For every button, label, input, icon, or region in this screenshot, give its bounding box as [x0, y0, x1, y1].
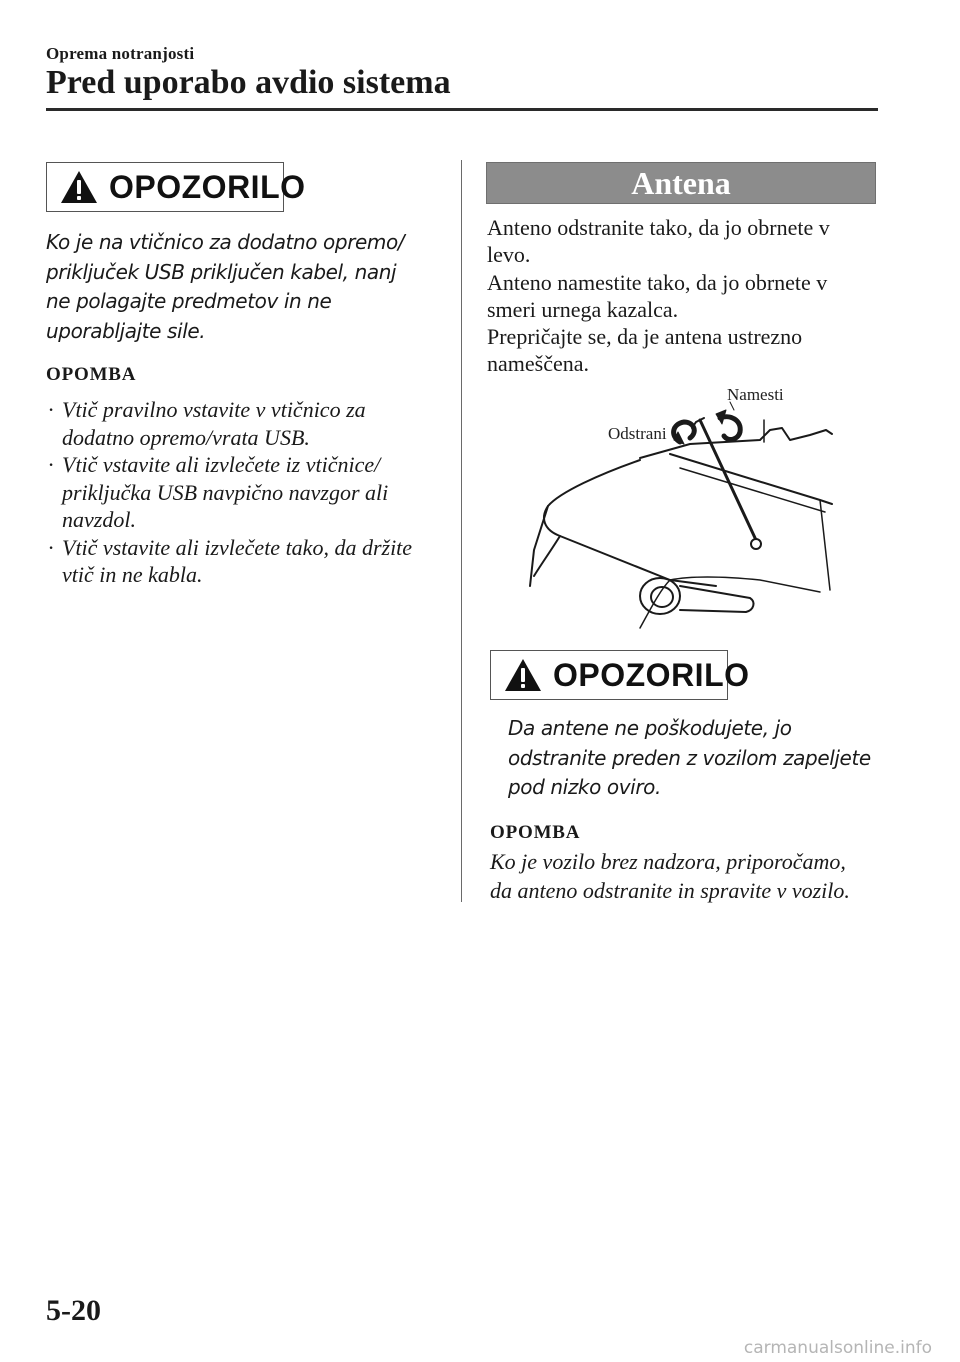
list-item [46, 396, 436, 451]
page-number: 5-20 [46, 1294, 101, 1327]
section-header-antenna: Antena [486, 162, 876, 204]
bullet: · [48, 397, 54, 422]
paragraph-remove: Anteno odstranite tako, da jo obrnete v levo. [487, 215, 830, 268]
warning-text-left: Ko je na vtičnico za dodatno opremo/ priključek USB priključen kabel, nanj ne polagajte predmetov in ne uporabljajte sile. [46, 230, 405, 343]
warning-label: OPOZORILO [553, 656, 750, 693]
section-name: Oprema notranjosti [46, 44, 195, 63]
note-text-right: Ko je vozilo brez nadzora, priporočamo, da anteno odstranite in spravite v vozilo. [490, 849, 850, 903]
page-title: Pred uporabo avdio sistema [46, 64, 451, 101]
list-item-text: Vtič vstavite ali izvlečete iz vtičnice/ priključka USB navpično navzgor ali navzdol. [62, 452, 389, 532]
paragraph-install: Anteno namestite tako, da jo obrnete v smeri urnega kazalca. [487, 269, 828, 322]
label-install: Namesti [727, 385, 784, 404]
bullet: · [48, 452, 54, 477]
antenna-instructions [487, 214, 867, 378]
antenna-figure [520, 380, 850, 630]
warning-icon [59, 169, 99, 205]
warning-box-right [490, 650, 750, 700]
column-divider [461, 160, 462, 902]
label-remove: Odstrani [608, 424, 667, 443]
watermark: carmanualsonline.info [743, 1338, 932, 1358]
warning-label: OPOZORILO [109, 168, 306, 205]
list-item-text: Vtič pravilno vstavite v vtičnico za dodatno opremo/vrata USB. [62, 397, 366, 450]
paragraph-check: Prepričajte se, da je antena ustrezno nameščena. [487, 324, 803, 377]
warning-text: Da antene ne poškodujete, jo odstranite preden z vozilom zapeljete pod nizko oviro. [508, 716, 871, 799]
bullet: · [48, 534, 54, 560]
note-heading-right: OPOMBA [490, 822, 581, 843]
warning-box-left [46, 162, 306, 212]
note-heading-left: OPOMBA [46, 364, 137, 385]
list-item [46, 534, 436, 589]
title-rule [46, 108, 878, 111]
car-rear-illustration [520, 380, 850, 630]
list-item [46, 451, 436, 534]
note-list-left [46, 396, 436, 589]
warning-icon [503, 657, 543, 693]
warning-text-right [490, 714, 876, 803]
list-item-text: Vtič vstavite ali izvlečete tako, da držite vtič in ne kabla. [62, 534, 413, 587]
